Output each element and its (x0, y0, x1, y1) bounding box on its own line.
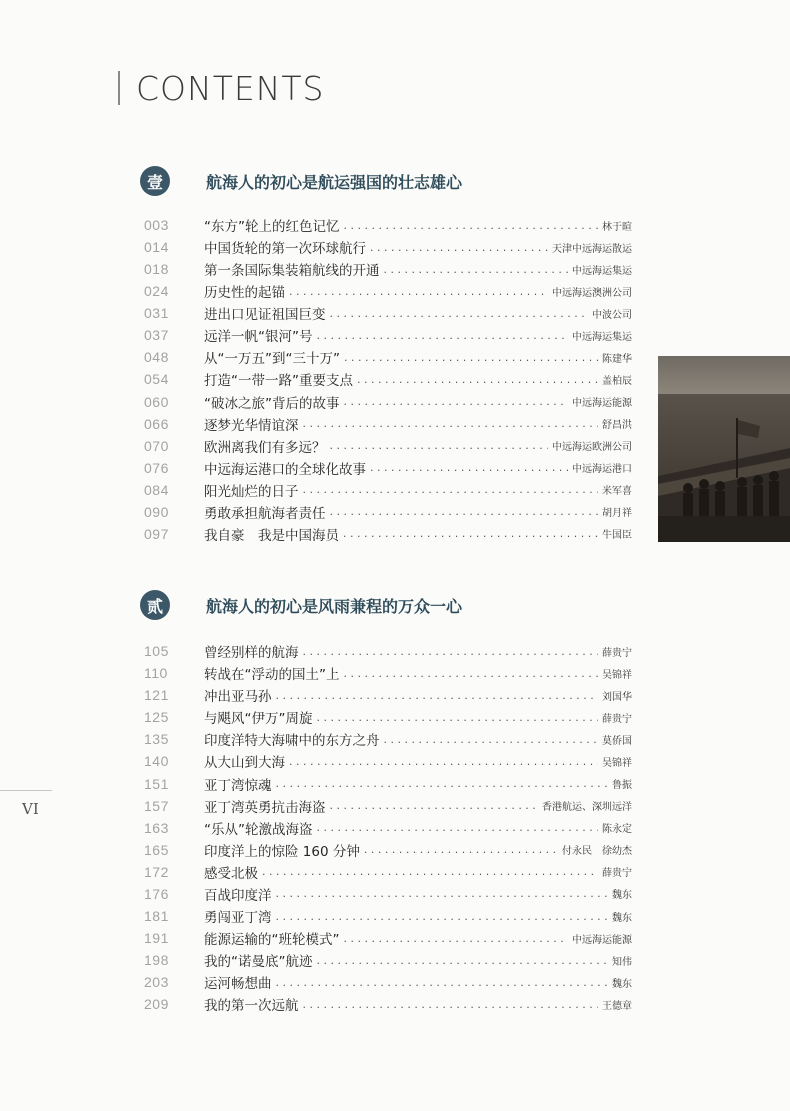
toc-entry-author: 陈建华 (602, 353, 632, 365)
toc-entry[interactable] (144, 368, 632, 390)
toc-page-number: 125 (144, 709, 169, 726)
header-divider (118, 71, 120, 105)
toc-entry-title: 远洋一帆“银河”号 (204, 329, 313, 346)
toc-dot-leader (370, 241, 548, 254)
toc-page-number: 181 (144, 908, 169, 925)
toc-entry[interactable] (144, 457, 632, 479)
toc-entry-author: 薛贵宁 (602, 868, 632, 880)
toc-entry-title: 逐梦光华情谊深 (204, 417, 299, 434)
toc-page-number: 097 (144, 525, 169, 542)
toc-entry-author: 中远海运澳洲公司 (552, 287, 632, 299)
toc-page-number: 151 (144, 775, 169, 792)
toc-page-number: 110 (144, 665, 168, 682)
toc-entry[interactable] (144, 839, 632, 861)
toc-entry[interactable] (144, 817, 632, 839)
toc-entry[interactable] (144, 413, 632, 435)
toc-page-number: 209 (144, 996, 169, 1013)
toc-page-number: 084 (144, 481, 169, 498)
toc-page-number: 070 (144, 437, 169, 454)
toc-entry-author: 魏东 (612, 890, 632, 902)
page-number: VI (22, 800, 39, 818)
section-2-badge: 贰 (140, 590, 170, 620)
toc-entry-title: 勇敢承担航海者责任 (204, 505, 326, 522)
toc-entry[interactable] (144, 280, 632, 302)
toc-entry[interactable] (144, 773, 632, 795)
toc-entry-title: 亚丁湾惊魂 (204, 777, 272, 794)
toc-entry[interactable] (144, 728, 632, 750)
toc-dot-leader (344, 351, 598, 364)
toc-dot-leader (276, 910, 609, 923)
toc-page-number: 203 (144, 974, 169, 991)
contents-header (118, 68, 325, 108)
toc-entry[interactable] (144, 795, 632, 817)
toc-dot-leader (262, 865, 598, 878)
toc-entry-title: 阳光灿烂的日子 (204, 483, 299, 500)
section-1-header (140, 166, 462, 196)
toc-entry-title: 我自豪 我是中国海员 (204, 527, 339, 544)
toc-page-number: 165 (144, 841, 169, 858)
ship-deck-photo (658, 356, 790, 542)
toc-entry-author: 薛贵宁 (602, 647, 632, 659)
section-2-header (140, 590, 462, 620)
toc-entry-author: 盖柏辰 (602, 375, 632, 387)
toc-dot-leader (330, 307, 589, 320)
toc-entry[interactable] (144, 861, 632, 883)
toc-entry-author: 陈永定 (602, 824, 632, 836)
toc-entry[interactable] (144, 324, 632, 346)
toc-entry-author: 中波公司 (592, 309, 632, 321)
toc-entry-title: 亚丁湾英勇抗击海盗 (204, 799, 326, 816)
toc-entry[interactable] (144, 302, 632, 324)
toc-page-number: 031 (144, 305, 169, 322)
toc-entry-author: 林于暄 (602, 221, 632, 233)
toc-dot-leader (343, 527, 598, 540)
toc-entry-title: “乐从”轮激战海盗 (204, 821, 313, 838)
toc-page-number: 003 (144, 217, 169, 233)
toc-entry-title: 勇闯亚丁湾 (204, 910, 272, 927)
toc-entry[interactable] (144, 662, 632, 684)
ship-deck-photo-image (658, 356, 790, 542)
toc-entry-author: 中远海运欧洲公司 (552, 442, 632, 454)
toc-dot-leader (303, 483, 599, 496)
toc-entry[interactable] (144, 523, 632, 545)
toc-page-number: 090 (144, 503, 169, 520)
toc-entry-author: 中远海运集运 (572, 265, 632, 277)
toc-dot-leader (289, 755, 598, 768)
toc-page-number: 066 (144, 415, 169, 432)
toc-page-number: 018 (144, 261, 169, 278)
toc-entry-title: 与飓风“伊万”周旋 (204, 711, 313, 728)
toc-entry-title: 中远海运港口的全球化故事 (204, 461, 366, 478)
toc-dot-leader (289, 285, 548, 298)
toc-dot-leader (370, 461, 568, 474)
toc-entry-title: 曾经别样的航海 (204, 645, 299, 661)
toc-entry-title: 我的“诺曼底”航迹 (204, 954, 313, 971)
section-2-title: 航海人的初心是风雨兼程的万众一心 (206, 596, 463, 616)
toc-entry[interactable] (144, 949, 632, 971)
toc-entry-title: “破冰之旅”背后的故事 (204, 395, 340, 412)
toc-dot-leader (384, 263, 569, 276)
toc-dot-leader (317, 821, 599, 834)
toc-dot-leader (330, 799, 539, 812)
toc-entry[interactable] (144, 258, 632, 280)
toc-page-number: 163 (144, 819, 169, 836)
toc-dot-leader (276, 887, 609, 900)
toc-entry[interactable] (144, 214, 632, 236)
toc-page-number: 140 (144, 753, 169, 770)
toc-entry-title: 中国货轮的第一次环球航行 (204, 241, 366, 258)
toc-dot-leader (344, 932, 569, 945)
toc-entry-title: 印度洋上的惊险 160 分钟 (204, 843, 360, 860)
toc-dot-leader (357, 373, 598, 386)
toc-entry[interactable] (144, 346, 632, 368)
toc-page-number: 191 (144, 930, 169, 947)
toc-page-number: 135 (144, 731, 169, 748)
toc-entry-author: 吴锦祥 (602, 669, 632, 681)
toc-entry[interactable] (144, 750, 632, 772)
toc-page-number: 024 (144, 283, 169, 300)
toc-dot-leader (303, 645, 599, 658)
toc-entry[interactable] (144, 435, 632, 457)
toc-entry-author: 吴锦祥 (602, 757, 632, 769)
toc-entry[interactable] (144, 236, 632, 258)
toc-entry[interactable] (144, 479, 632, 501)
section-1-title: 航海人的初心是航运强国的壮志雄心 (206, 172, 463, 192)
toc-dot-leader (344, 395, 569, 408)
toc-dot-leader (276, 777, 609, 790)
toc-entry-title: 运河畅想曲 (204, 976, 272, 993)
toc-page-number: 076 (144, 459, 169, 476)
toc-dot-leader (330, 439, 549, 452)
toc-entry-title: 印度洋特大海啸中的东方之舟 (204, 733, 380, 750)
toc-page-number: 121 (144, 687, 169, 704)
toc-page-number: 048 (144, 349, 169, 366)
toc-entry-title: 历史性的起锚 (204, 285, 285, 302)
toc-entry-author: 王德章 (602, 1000, 632, 1012)
toc-entry-title: 第一条国际集装箱航线的开通 (204, 263, 380, 280)
toc-dot-leader (276, 689, 599, 702)
toc-entry-author: 牛国臣 (602, 530, 632, 542)
toc-entry[interactable] (144, 640, 632, 662)
toc-entry-author: 知伟 (612, 956, 632, 968)
toc-page-number: 037 (144, 327, 169, 344)
toc-page-number: 014 (144, 239, 169, 256)
toc-entry-author: 莫侨国 (602, 735, 632, 747)
toc-entry-title: 从大山到大海 (204, 755, 285, 772)
toc-dot-leader (317, 954, 609, 967)
toc-entry-author: 刘国华 (602, 691, 632, 703)
toc-entry-author: 天津中远海运散运 (552, 243, 632, 255)
toc-entry-author: 魏东 (612, 912, 632, 924)
toc-entry[interactable] (144, 883, 632, 905)
toc-entry-title: 欧洲离我们有多远？ (204, 439, 326, 456)
toc-entry[interactable] (144, 993, 632, 1015)
toc-dot-leader (344, 219, 599, 232)
toc-page-number: 176 (144, 885, 169, 902)
toc-entry-title: 进出口见证祖国巨变 (204, 307, 326, 324)
toc-entry-author: 魏东 (612, 978, 632, 990)
toc-entry-title: 感受北极 (204, 865, 258, 882)
toc-page-number: 172 (144, 863, 169, 880)
toc-entry-title: 冲出亚马孙 (204, 689, 272, 706)
toc-entry-title: 百战印度洋 (204, 887, 272, 904)
toc-entry[interactable] (144, 927, 632, 949)
toc-entry-author: 舒昌洪 (602, 420, 632, 432)
toc-dot-leader (317, 711, 599, 724)
toc-page-number: 060 (144, 393, 169, 410)
toc-dot-leader (384, 733, 599, 746)
toc-entry[interactable] (144, 971, 632, 993)
toc-entry[interactable] (144, 391, 632, 413)
toc-dot-leader (276, 976, 609, 989)
toc-dot-leader (303, 998, 599, 1011)
toc-entry-title: 能源运输的“班轮模式” (204, 932, 340, 949)
toc-entry-title: 转战在“浮动的国土”上 (204, 667, 340, 684)
page-title: CONTENTS (136, 68, 325, 108)
toc-dot-leader (317, 329, 569, 342)
toc-page-number: 157 (144, 797, 169, 814)
toc-entry-author: 中远海运能源 (572, 398, 632, 410)
toc-entry[interactable] (144, 684, 632, 706)
toc-entry-author: 薛贵宁 (602, 713, 632, 725)
toc-entry-author: 鲁振 (612, 780, 632, 792)
toc-entry[interactable] (144, 501, 632, 523)
toc-entry-author: 香港航运、深圳远洋 (542, 802, 632, 814)
toc-entry-author: 中远海运集运 (572, 331, 632, 343)
toc-entry[interactable] (144, 905, 632, 927)
toc-dot-leader (364, 843, 558, 856)
toc-entry-title: 从“一万五”到“三十万” (204, 351, 340, 368)
toc-page-number: 198 (144, 952, 169, 969)
toc-entry-author: 中远海运能源 (572, 934, 632, 946)
toc-dot-leader (344, 667, 599, 680)
toc-entry-author: 付永民 徐幼杰 (562, 846, 632, 858)
toc-entry[interactable] (144, 706, 632, 728)
toc-entry-title: 我的第一次远航 (204, 998, 299, 1015)
toc-dot-leader (330, 505, 599, 518)
toc-dot-leader (303, 417, 599, 430)
toc-entry-author: 胡月祥 (602, 508, 632, 520)
section-1-badge: 壹 (140, 166, 170, 196)
page-number-rule (0, 790, 52, 791)
toc-entry-title: “东方”轮上的红色记忆 (204, 219, 340, 235)
toc-page-number: 105 (144, 643, 169, 659)
toc-entry-author: 米军喜 (602, 486, 632, 498)
toc-entry-author: 中远海运港口 (572, 464, 632, 476)
toc-page-number: 054 (144, 371, 169, 388)
toc-entry-title: 打造“一带一路”重要支点 (204, 373, 353, 390)
